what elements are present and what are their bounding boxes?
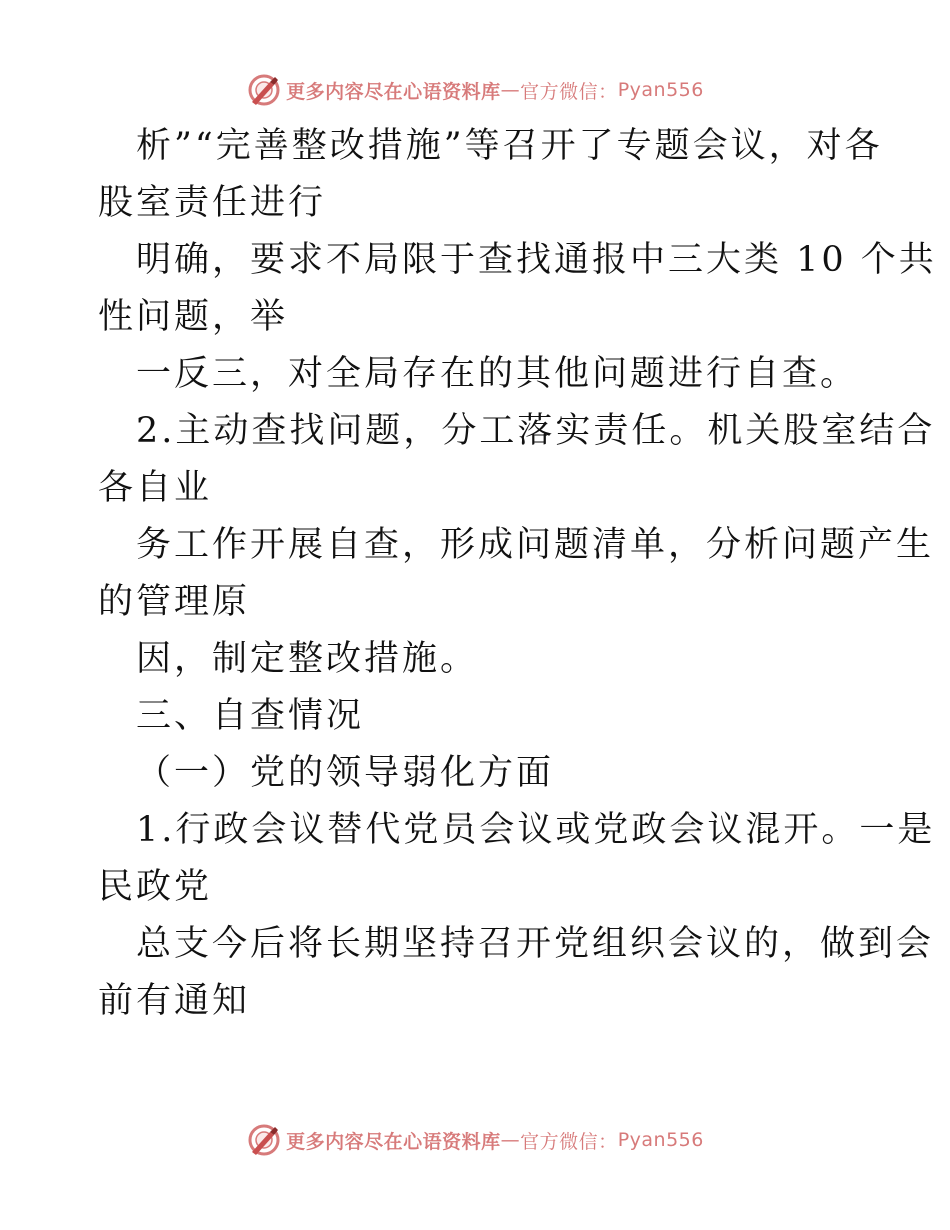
body-line: 1.行政会议替代党员会议或党政会议混开。一是 <box>136 810 936 850</box>
body-line: 一反三，对全局存在的其他问题进行自查。 <box>136 354 859 394</box>
header-dash: — <box>500 79 521 101</box>
header-wechat-id: Pyan556 <box>617 79 704 101</box>
subsection-heading: （一）党的领导弱化方面 <box>136 753 555 793</box>
body-line: 的管理原 <box>98 582 251 622</box>
section-heading: 三、自查情况 <box>136 696 365 736</box>
pen-logo-icon <box>246 1122 282 1158</box>
body-line: 性问题，举 <box>98 297 289 337</box>
body-line: 各自业 <box>98 468 213 508</box>
footer-wechat-id: Pyan556 <box>617 1129 704 1151</box>
header-wechat-label: 官方微信： <box>520 80 618 103</box>
body-line: 2.主动查找问题，分工落实责任。机关股室结合 <box>136 411 936 451</box>
body-line: 明确，要求不局限于查找通报中三大类 10 个共 <box>136 240 937 280</box>
footer-wechat-label: 官方微信： <box>520 1130 618 1153</box>
header-banner <box>0 70 950 110</box>
body-line: 民政党 <box>98 867 213 907</box>
pen-logo-icon <box>246 72 282 108</box>
body-line: 析”“完善整改措施”等召开了专题会议，对各 <box>136 126 883 166</box>
document-body <box>98 118 937 1030</box>
body-line: 总支今后将长期坚持召开党组织会议的，做到会 <box>136 924 935 964</box>
header-site-text: 更多内容尽在心语资料库 <box>286 80 501 103</box>
footer-dash: — <box>500 1129 521 1151</box>
footer-site-text: 更多内容尽在心语资料库 <box>286 1130 501 1153</box>
body-line: 因，制定整改措施。 <box>136 639 479 679</box>
body-line: 务工作开展自查，形成问题清单，分析问题产生 <box>136 525 935 565</box>
body-line: 前有通知 <box>98 981 251 1021</box>
footer-banner <box>0 1120 950 1160</box>
body-line: 股室责任进行 <box>98 183 327 223</box>
